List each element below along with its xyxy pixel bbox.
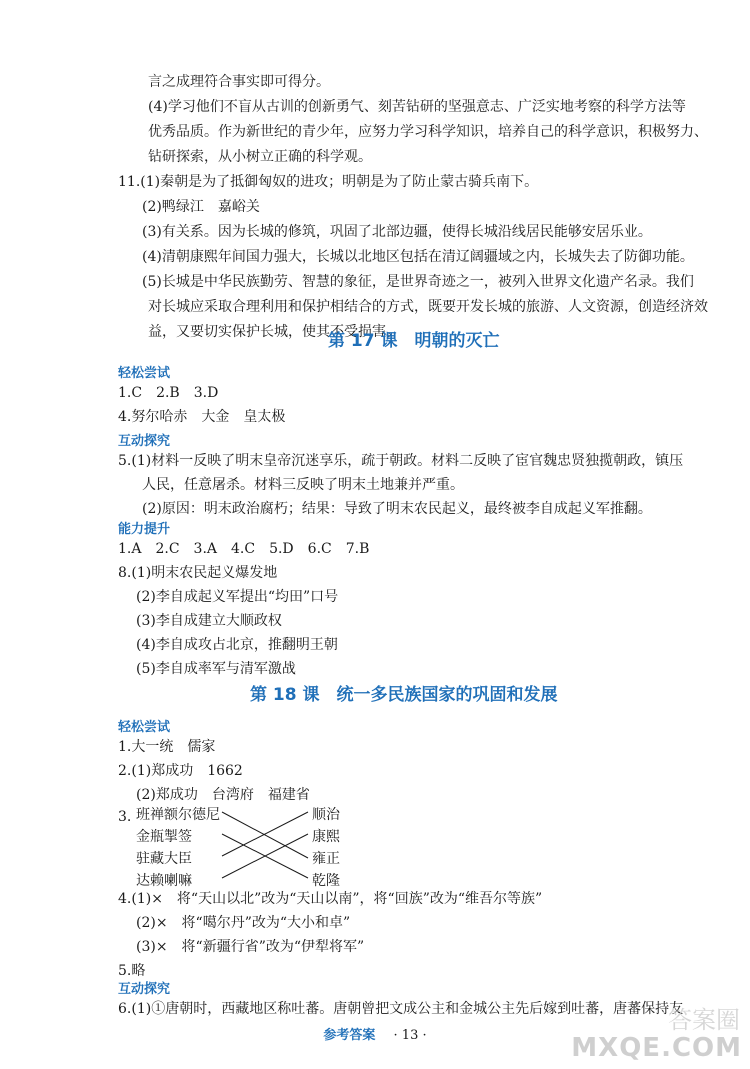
answer-line: 1.A 2.C 3.A 4.C 5.D 6.C 7.B <box>118 541 370 557</box>
answer-line: (2)原因：明末政治腐朽；结果：导致了明末农民起义，最终被李自成起义军推翻。 <box>142 501 652 517</box>
section-heading: 互动探究 <box>118 982 171 997</box>
match-right-item: 雍正 <box>312 851 340 867</box>
match-left-item: 达赖喇嘛 <box>136 873 192 889</box>
text-line: (2)鸭绿江 嘉峪关 <box>142 199 260 215</box>
section-heading: 互动探究 <box>118 434 171 449</box>
answer-line: (2)李自成起义军提出“均田”口号 <box>136 589 339 605</box>
match-right-item: 康熙 <box>312 829 340 845</box>
answer-line: 2.(1)郑成功 1662 <box>118 763 243 779</box>
answer-line: (4)李自成攻占北京，推翻明王朝 <box>136 637 338 653</box>
text-line: (3)有关系。因为长城的修筑，巩固了北部边疆，使得长城沿线居民能够安居乐业。 <box>142 224 652 240</box>
text-line: 言之成理符合事实即可得分。 <box>148 74 330 90</box>
text-line: (4)清朝康熙年间国力强大，长城以北地区包括在清辽阔疆域之内，长城失去了防御功能。 <box>142 249 694 265</box>
text-line: 益，又要切实保护长城，使其不受损害。 <box>148 324 400 340</box>
answer-line: 3. <box>118 809 132 825</box>
answer-line: 1.C 2.B 3.D <box>118 385 219 401</box>
answer-line: (3)李自成建立大顺政权 <box>136 613 282 629</box>
watermark-text: MXQE.COM <box>571 1033 742 1063</box>
answer-line: 人民，任意屠杀。材料三反映了明末土地兼并严重。 <box>142 477 464 493</box>
text-line: 11.(1)秦朝是为了抵御匈奴的进攻；明朝是为了防止蒙古骑兵南下。 <box>118 174 539 190</box>
text-line: (4)学习他们不盲从古训的创新勇气、刻苦钻研的坚强意志、广泛实地考察的科学方法等 <box>148 99 686 115</box>
watermark-logo: 答案圈 <box>668 1006 740 1034</box>
match-lines <box>190 800 310 890</box>
answer-line: 8.(1)明末农民起义爆发地 <box>118 565 278 581</box>
text-line: 优秀品质。作为新世纪的青少年，应努力学习科学知识，培养自己的科学意识，积极努力、 <box>148 124 708 140</box>
text-line: (5)长城是中华民族勤劳、智慧的象征，是世界奇迹之一，被列入世界文化遗产名录。我们 <box>142 274 694 290</box>
section-heading: 轻松尝试 <box>118 720 171 735</box>
match-right-item: 顺治 <box>312 807 340 823</box>
match-left-item: 驻藏大臣 <box>136 851 192 867</box>
section-heading: 轻松尝试 <box>118 366 171 381</box>
answer-line: 1.大一统 儒家 <box>118 739 216 755</box>
answer-line: 4.(1)× 将“天山以北”改为“天山以南”，将“回族”改为“维吾尔等族” <box>118 891 543 907</box>
answer-line: (2)× 将“噶尔丹”改为“大小和卓” <box>136 915 351 931</box>
answer-line: 4.努尔哈赤 大金 皇太极 <box>118 409 286 425</box>
answer-line: 6.(1)①唐朝时，西藏地区称吐蕃。唐朝曾把文成公主和金城公主先后嫁到吐蕃，唐蕃保持友 <box>118 1001 684 1017</box>
section-heading: 能力提升 <box>118 522 171 537</box>
lesson-18-title: 第 18 课 统一多民族国家的巩固和发展 <box>250 685 558 705</box>
page-number: · 13 · <box>393 1028 427 1043</box>
lesson-17-title: 第 17 课 明朝的灭亡 <box>328 331 500 351</box>
match-left-item: 班禅额尔德尼 <box>136 807 220 823</box>
text-line: 对长城应采取合理利用和保护相结合的方式，既要开发长城的旅游、人文资源，创造经济效 <box>148 299 708 315</box>
footer-label: 参考答案 <box>323 1028 376 1043</box>
text-line: 钻研探索，从小树立正确的科学观。 <box>148 149 372 165</box>
match-right-item: 乾隆 <box>312 873 340 889</box>
answer-line: (3)× 将“新疆行省”改为“伊犁将军” <box>136 939 365 955</box>
answer-line: (5)李自成率军与清军激战 <box>136 661 296 677</box>
answer-line: 5.(1)材料一反映了明末皇帝沉迷享乐，疏于朝政。材料二反映了宦官魏忠贤独揽朝政，镇压 <box>118 453 684 469</box>
answer-line: (2)郑成功 台湾府 福建省 <box>136 787 310 803</box>
answer-line: 5.略 <box>118 963 146 979</box>
match-left-item: 金瓶掣签 <box>136 829 192 845</box>
